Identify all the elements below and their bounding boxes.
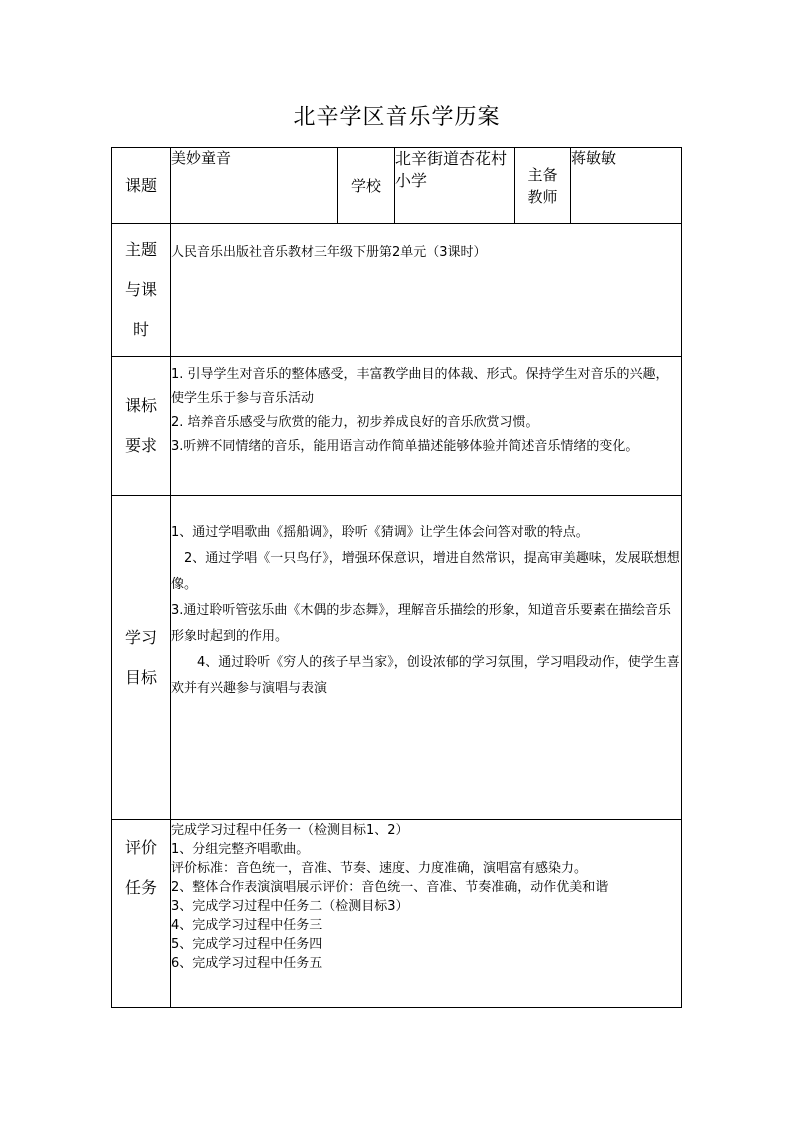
- objectives-label: 学习目标: [112, 496, 171, 820]
- standards-item: 3.听辨不同情绪的音乐，能用语言动作简单描述能够体验并简述音乐情绪的变化。: [171, 439, 639, 454]
- evaluation-item: 完成学习过程中任务一（检测目标1、2）: [171, 823, 409, 838]
- topic-label: 课题: [112, 148, 171, 224]
- objective-item: 4、通过聆听《穷人的孩子早当家》，创设浓郁的学习氛围，学习唱段动作，使学生喜欢并有兴趣参与演唱与表演: [171, 655, 680, 696]
- teacher-label: 主备教师: [515, 148, 571, 224]
- evaluation-label: 评价任务: [112, 820, 171, 1008]
- evaluation-item: 2、整体合作表演演唱展示评价：音色统一、音准、节奏准确，动作优美和谐: [171, 880, 609, 895]
- evaluation-item: 4、完成学习过程中任务三: [171, 918, 323, 933]
- objective-item: 3.通过聆听管弦乐曲《木偶的步态舞》，理解音乐描绘的形象，知道音乐要素在描绘音乐形象时起到的作用。: [171, 603, 671, 644]
- school-label: 学校: [338, 148, 395, 224]
- teacher-value: 蒋敏敏: [571, 148, 682, 224]
- objectives-row: [112, 496, 682, 820]
- evaluation-item: 3、完成学习过程中任务二（检测目标3）: [171, 899, 409, 914]
- evaluation-item: 1、分组完整齐唱歌曲。: [171, 842, 310, 857]
- standards-content: [171, 357, 682, 496]
- header-row: [112, 148, 682, 224]
- lesson-plan-table: [111, 147, 682, 1008]
- evaluation-item: 5、完成学习过程中任务四: [171, 937, 323, 952]
- objective-item: 1、通过学唱歌曲《摇船调》，聆听《猜调》让学生体会问答对歌的特点。: [171, 525, 589, 540]
- theme-row: [112, 224, 682, 357]
- evaluation-item: 6、完成学习过程中任务五: [171, 956, 323, 971]
- topic-value: 美妙童音: [171, 148, 338, 224]
- objective-item: 2、通过学唱《一只鸟仔》，增强环保意识，增进自然常识，提高审美趣味，发展联想想像。: [171, 551, 680, 592]
- theme-content: 人民音乐出版社音乐教材三年级下册第2单元（3课时）: [171, 224, 682, 357]
- school-value: 北辛街道杏花村小学: [395, 148, 515, 224]
- standards-row: [112, 357, 682, 496]
- standards-item: 1. 引导学生对音乐的整体感受，丰富教学曲目的体裁、形式。保持学生对音乐的兴趣，使学生乐于参与音乐活动: [171, 367, 669, 406]
- evaluation-item: 评价标准：音色统一，音准、节奏、速度、力度准确，演唱富有感染力。: [171, 861, 588, 876]
- standards-label: 课标要求: [112, 357, 171, 496]
- theme-label: 主题与课时: [112, 224, 171, 357]
- objectives-content: [171, 496, 682, 820]
- page-title: 北辛学区音乐学历案: [293, 105, 501, 130]
- evaluation-row: [112, 820, 682, 1008]
- standards-item: 2. 培养音乐感受与欣赏的能力，初步养成良好的音乐欣赏习惯。: [171, 415, 539, 430]
- evaluation-content: [171, 820, 682, 1008]
